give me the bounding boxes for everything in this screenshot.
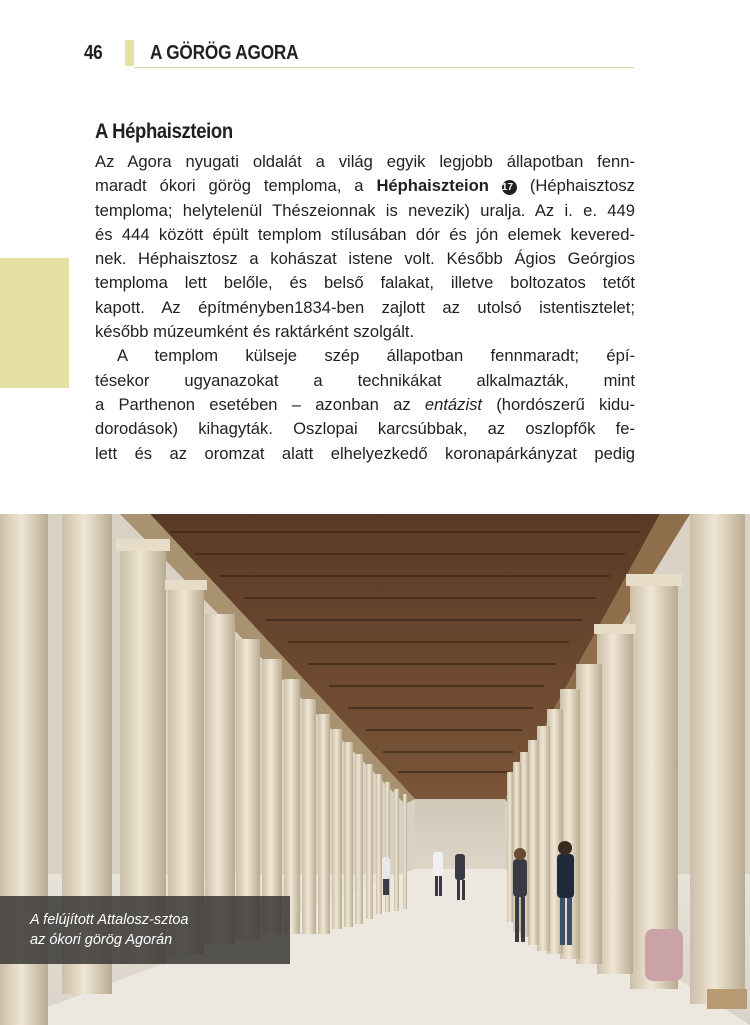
site-name-bold: Héphaiszteion <box>376 176 489 196</box>
text-line: később múzeumként és raktárként szolgált. <box>95 322 415 342</box>
term-italic: entázist <box>424 394 483 414</box>
text-line: maradt ókori görög temploma, a Héphaiszteion 17 (Héphaisztosz <box>95 176 635 196</box>
side-accent-tab <box>0 258 69 388</box>
text-line: temploma; helytelenül Thészeionnak is nevezik) uralja. Az i. e. 449 <box>95 200 635 220</box>
text-line: A templom külseje szép állapotban fennmaradt; épí- <box>117 346 635 366</box>
photo-caption <box>0 896 290 964</box>
body-text <box>95 150 635 466</box>
text-line: nek. Héphaisztosz a kohászat istene volt. Később Ágios Geórgios <box>95 249 635 269</box>
text-line: Az Agora nyugati oldalát a világ egyik legjobb állapotban fenn- <box>95 152 635 171</box>
chapter-title: A GÖRÖG AGORA <box>150 42 299 64</box>
map-marker-badge: 17 <box>502 180 517 195</box>
caption-line-2: az ókori görög Agorán <box>30 932 173 948</box>
caption-line-1: A felújított Attalosz-sztoa <box>30 912 189 928</box>
header-rule <box>134 67 634 68</box>
text-line: tésekor ugyanazokat a technikákat alkalmazták, mint <box>95 370 635 390</box>
page-number: 46 <box>84 42 103 64</box>
text-line: temploma lett belőle, és belső falakat, illetve boltozatos tetőt <box>95 273 635 293</box>
section-heading: A Héphaiszteion <box>95 120 233 143</box>
text-line: dorodások) kihagyták. Oszlopai karcsúbbak, az oszlopfők fe- <box>95 419 635 439</box>
text-line: kapott. Az építményben1834-ben zajlott az utolsó istentisztelet; <box>95 297 635 317</box>
page-header <box>0 38 750 70</box>
header-accent-tab <box>125 40 134 66</box>
text-line: lett és az oromzat alatt elhelyezkedő koronapárkányzat pedig <box>95 443 635 463</box>
text-line: és 444 között épült templom stílusában dór és jón elemek kevered- <box>95 224 635 244</box>
text-line: a Parthenon esetében – azonban az entázist (hordószerű kidu- <box>95 394 636 414</box>
